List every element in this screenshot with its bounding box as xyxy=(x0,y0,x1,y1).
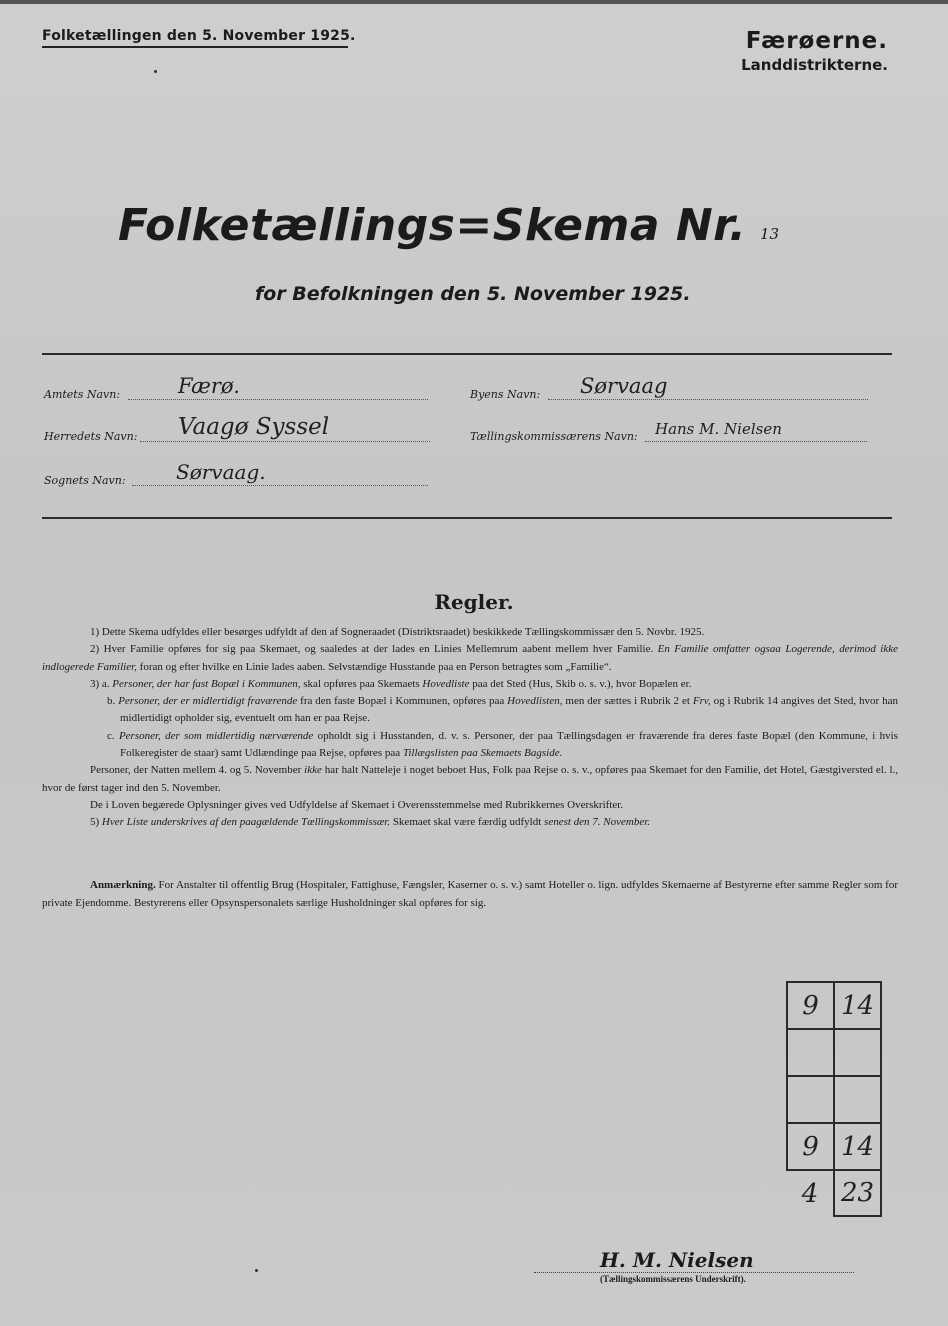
rule-6-emphasis: Hver Liste underskrives af den paagældende Tællingskommissær. xyxy=(101,816,391,829)
herred-label: Herredets Navn: xyxy=(44,430,138,443)
by-line xyxy=(548,399,868,400)
rule-4 xyxy=(42,762,898,797)
ink-speck xyxy=(154,70,157,73)
herred-line xyxy=(140,441,430,442)
divider-bottom xyxy=(42,517,892,519)
rule-2-emphasis: En Familie omfatter ogsaa Logerende, derimod ikke indlogerede Familier, xyxy=(42,643,898,673)
sogn-value: Sørvaag. xyxy=(176,460,266,484)
rule-6-number: 5) xyxy=(90,816,100,829)
rule-3a-emphasis-2: Hovedliste xyxy=(422,677,470,690)
tally-r4-right: 14 xyxy=(834,1123,881,1170)
rule-3c-text: opholdt sig i Husstanden, d. v. s. Personer, der paa Tællingsdagen er fraværende fra deres faste Bopæl (den Kommune, i hvis Folkeregister de staar) samt Udlændinge paa Rejse, opføres paa xyxy=(120,729,898,760)
rule-1-text: 1) Dette Skema udfyldes eller besørges udfyldt af den af Sogneraadet (Distriktsraadet) beskikkede Tællingskommissær den 5. Novbr. 1925. xyxy=(90,626,705,638)
rule-4-emphasis: ikke xyxy=(304,764,322,777)
herred-value: Vaagø Syssel xyxy=(178,414,330,440)
note-text: For Anstalter til offentlig Brug (Hospitaler, Fattighuse, Fængsler, Kaserner o. s. v.) samt Hoteller o. lign. udfyldes Skemaerne af Bestyrerne efter samme Regler som for private Ejendomme. Bestyrerens eller Opsynspersonalets særlige Husholdninger skal opføres for sig. xyxy=(42,879,899,909)
signature: H. M. Nielsen xyxy=(600,1248,754,1272)
form-number-handwritten: 13 xyxy=(760,225,780,243)
rule-6 xyxy=(42,814,898,831)
note-label: Anmærkning. xyxy=(90,879,156,891)
rule-4-text: Personer, der Natten mellem 4. og 5. November xyxy=(90,764,302,777)
kommissaer-label: Tællingskommissærens Navn: xyxy=(470,430,638,443)
sogn-label: Sognets Navn: xyxy=(44,474,126,487)
top-border xyxy=(0,0,948,4)
rule-3a-text-cont: paa det Sted (Hus, Skib o. s. v.), hvor Bopælen er. xyxy=(472,677,692,690)
tally-r2-left xyxy=(787,1029,834,1076)
rule-3b-emphasis-3: Frv, xyxy=(692,695,711,708)
rules-heading: Regler. xyxy=(434,590,514,614)
rule-2-text-cont: foran og efter hvilke en Linie lades aaben. Selvstændige Husstande paa en Person betragtes som „Familie“. xyxy=(139,660,612,673)
kommissaer-value: Hans M. Nielsen xyxy=(655,420,782,438)
rule-2-text: 2) Hver Familie opføres for sig paa Skemaet, og saaledes at der lades en Linies Mellemrum aabent mellem hver Familie. xyxy=(90,643,654,656)
tally-r1-left: 9 xyxy=(787,982,834,1029)
divider-top xyxy=(42,353,892,355)
rule-3b-text: fra den faste Bopæl i Kommunen, opføres paa xyxy=(300,695,505,708)
region-block xyxy=(741,28,888,74)
census-date-label: Folketællingen den 5. November 1925. xyxy=(42,28,356,44)
rule-3c-emphasis-2: Tillægslisten paa Skemaets Bagside. xyxy=(402,747,563,760)
rule-3b: b. Personer, der er midlertidigt fraværende fra den faste Bopæl i Kommunen, opføres paa Hovedlisten, men der sættes i Rubrik 2 et Frv, og i Rubrik 14 angives det Sted, hvor han midlertidigt opholder sig, eventuelt om han er paa Rejse. xyxy=(107,695,899,725)
region-title: Færøerne. xyxy=(745,28,888,54)
by-value: Sørvaag xyxy=(580,374,668,398)
tally-r2-right xyxy=(834,1029,881,1076)
rule-3a-emphasis: Personer, der har fast Bopæl i Kommunen, xyxy=(112,677,301,690)
rule-3c: c. Personer, der som midlertidig nærværende opholdt sig i Husstanden, d. v. s. Personer, der paa Tællingsdagen er fraværende fra deres faste Bopæl (den Kommune, i hvis Folkeregister de staar) samt Udlændinge paa Rejse, opføres paa Tillægslisten paa Skemaets Bagside. xyxy=(107,729,898,760)
tally-total-right: 23 xyxy=(834,1170,881,1216)
rule-3c-emphasis: Personer, der som midlertidig nærværende xyxy=(118,729,314,742)
rule-6-text: Skemaet skal være færdig udfyldt xyxy=(392,816,542,829)
rule-3b-text-end: og i Rubrik 14 angives det Sted, hvor han midlertidigt opholder sig, eventuelt om han er paa Rejse. xyxy=(120,695,899,725)
kommissaer-line xyxy=(645,441,867,442)
note-block xyxy=(42,877,898,912)
tally-total-left: 4 xyxy=(787,1170,834,1216)
signature-caption: (Tællingskommissærens Underskrift). xyxy=(600,1274,746,1284)
census-date-underline xyxy=(42,46,348,48)
rule-6-emphasis-2: senest den 7. November. xyxy=(544,816,651,829)
rule-3b-emphasis-2: Hovedlisten, xyxy=(507,695,563,708)
rules-body xyxy=(42,624,898,832)
rule-4-text-cont: har halt Natteleje i noget beboet Hus, Folk paa Rejse o. s. v., opføres paa Skemaet for den Familie, det Hotel, Gæstgiversted el. l., hvor de først tager ind den 5. November. xyxy=(42,764,899,794)
tally-box xyxy=(786,981,882,1217)
rule-2 xyxy=(42,641,898,676)
rule-3a-text: skal opføres paa Skemaets xyxy=(303,677,420,690)
rule-1 xyxy=(42,624,898,641)
rule-3a: 3) a. Personer, der har fast Bopæl i Kommunen, skal opføres paa Skemaets Hovedliste paa det Sted (Hus, Skib o. s. v.), hvor Bopælen er. xyxy=(90,677,692,690)
ink-speck xyxy=(255,1269,258,1272)
rule-5-text: De i Loven begærede Oplysninger gives ved Udfyldelse af Skemaet i Overensstemmelse med Rubrikkernes Overskrifter. xyxy=(90,798,624,811)
form-title: Folketællings=Skema Nr. xyxy=(118,200,747,251)
signature-line xyxy=(534,1272,854,1273)
form-subtitle: for Befolkningen den 5. November 1925. xyxy=(255,283,691,305)
amt-label: Amtets Navn: xyxy=(44,388,121,401)
tally-r3-left xyxy=(787,1076,834,1123)
rule-3b-emphasis: Personer, der er midlertidigt fraværende xyxy=(118,695,298,708)
by-label: Byens Navn: xyxy=(470,388,541,401)
tally-r1-right: 14 xyxy=(834,982,881,1029)
amt-line xyxy=(128,399,428,400)
tally-r3-right xyxy=(834,1076,881,1123)
rule-5 xyxy=(42,797,898,814)
amt-value: Færø. xyxy=(178,374,240,398)
region-subtitle: Landdistrikterne. xyxy=(741,56,888,74)
sogn-line xyxy=(132,485,428,486)
rule-3b-text-cont: men der sættes i Rubrik 2 et xyxy=(565,695,690,708)
tally-r4-left: 9 xyxy=(787,1123,834,1170)
